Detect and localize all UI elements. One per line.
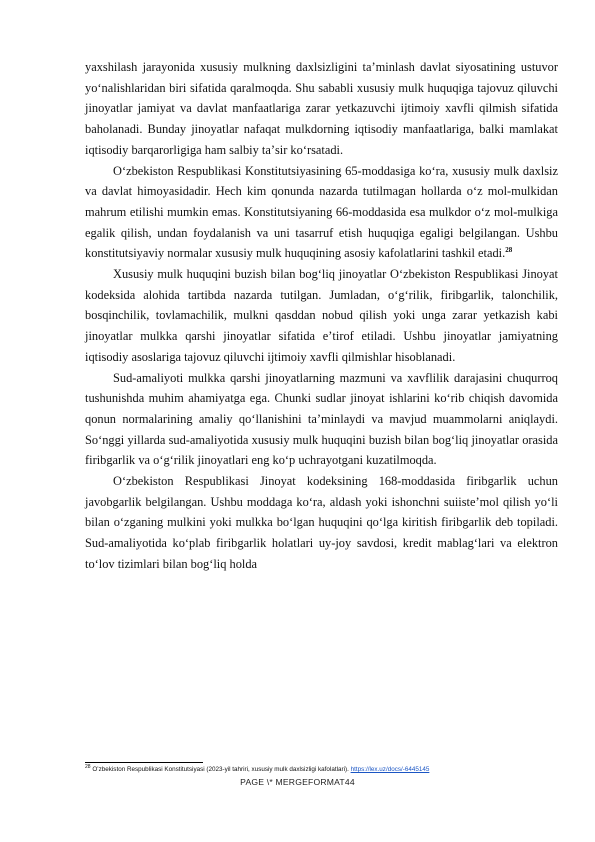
- paragraph-2-text: Oʻzbekiston Respublikasi Konstitutsiyasining 65-moddasiga koʻra, xususiy mulk daxlsiz va davlat himoyasidadir. Hech kim qonunda nazarda tutilmagan hollarda oʻz mol-mulkidan mahrum etilishi mumkin emas. Konstitutsiyaning 66-moddasida esa mulkdor oʻz mol-mulkiga egalik qilish, undan foydalanish va uni tasarruf etish huquqiga egaligi belgilangan. Ushbu konstitutsiyaviy normalar xususiy mulk huquqining asosiy kafolatlarini tashkil etadi.: [85, 163, 558, 261]
- paragraph-1: [85, 57, 558, 161]
- page-number-field: PAGE \* MERGEFORMAT44: [240, 777, 355, 787]
- footnote-link[interactable]: https://lex.uz/docs/-6445145: [350, 766, 430, 773]
- footnote-separator: [85, 762, 203, 763]
- footnote-ref-28[interactable]: 28: [505, 246, 513, 255]
- footnote-text: Oʻzbekiston Respublikasi Konstitutsiyasi (2023-yil tahriri, xususiy mulk daxlsizligi kafolatlari).: [92, 766, 351, 773]
- footnote: [85, 765, 565, 774]
- footnote-number: 28: [85, 763, 91, 770]
- paragraph-4-text: Sud-amaliyoti mulkka qarshi jinoyatlarning mazmuni va xavflilik darajasini chuqurroq tushunishda muhim ahamiyatga ega. Chunki sudlar jinoyat ishlarini koʻrib chiqish davomida qonun normalarining amaliy qoʻllanishini taʼminlaydi va mavjud muammolarni aniqlaydi. Soʻnggi yillarda sud-amaliyotida xususiy mulk huquqini buzish bilan bogʻliq jinoyatlar orasida firibgarlik va oʻgʻrilik jinoyatlari eng koʻp uchrayotgani kuzatilmoqda.: [85, 370, 558, 468]
- body-text: [85, 57, 558, 575]
- paragraph-3-text: Xususiy mulk huquqini buzish bilan bogʻliq jinoyatlar Oʻzbekiston Respublikasi Jinoyat kodeksida alohida tartibda nazarda tutilgan. Jumladan, oʻgʻrilik, firibgarlik, talonchilik, bosqinchilik, tovlamachilik, mulkni qasddan nobud qilish yoki unga zarar yetkazish kabi jinoyatlar mulkka qarshi jinoyatlar sifatida eʼtirof etiladi. Ushbu jinoyatlar jamiyatning iqtisodiy asoslariga tajovuz qiluvchi ijtimoiy xavfli qilmishlar hisoblanadi.: [85, 267, 558, 364]
- paragraph-4: [85, 368, 558, 472]
- paragraph-5-text: Oʻzbekiston Respublikasi Jinoyat kodeksining 168-moddasida firibgarlik uchun javobgarlik belgilangan. Ushbu moddaga koʻra, aldash yoki ishonchni suiisteʼmol qilish yoʻli bilan oʻzganing mulkini yoki mulkka boʻlgan huquqini qoʻlga kiritish firibgarlik deb topiladi. Sud-amaliyotida koʻplab firibgarlik holatlari uy-joy savdosi, kredit mablagʻlari va elektron toʻlov tizimlari bilan bogʻliq holda: [85, 474, 558, 571]
- paragraph-3: [85, 264, 558, 368]
- paragraph-5: [85, 471, 558, 575]
- paragraph-2: [85, 161, 558, 265]
- paragraph-1-text: yaxshilash jarayonida xususiy mulkning daxlsizligini taʼminlash davlat siyosatining ustuvor yoʻnalishlaridan biri sifatida qaralmoqda. Shu sababli xususiy mulk huquqiga tajovuz qiluvchi jinoyatlar jamiyat va davlat manfaatlariga zarar yetkazuvchi ijtimoiy xavfli qilmish sifatida baholanadi. Bunday jinoyatlar nafaqat mulkdorning iqtisodiy manfaatlariga, balki mamlakat iqtisodiy barqarorligiga ham salbiy taʼsir koʻrsatadi.: [85, 60, 558, 157]
